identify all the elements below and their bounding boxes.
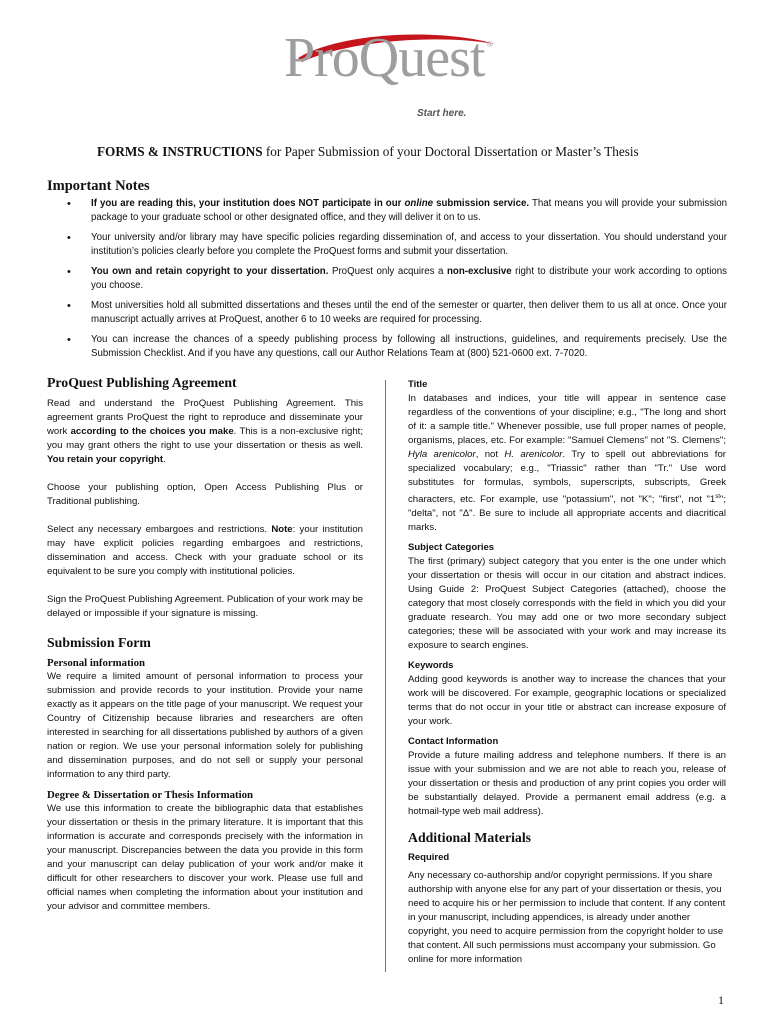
important-notes-list [47, 197, 727, 367]
note-item [47, 265, 727, 293]
publishing-agreement-heading: ProQuest Publishing Agreement [47, 375, 237, 390]
degree-info-heading: Degree & Dissertation or Thesis Information [47, 789, 254, 801]
note-3-text-end: right to distribute your work according to options you choose. [91, 266, 728, 291]
personal-info-heading: Personal information [47, 657, 146, 669]
note-3-text: ProQuest only acquires a [328, 266, 447, 277]
title-text-species: Hyla arenicolor [408, 449, 476, 460]
note-1-italic: online [404, 198, 434, 209]
required-heading: Required [408, 852, 450, 864]
note-3-bold-term: non-exclusive [446, 266, 512, 277]
note-5-text: You can increase the chances of a speedy publishing process by following all instructions, guidelines, and requirements precisely. Use the Submission Checklist. And if you have any questions, call our Author Relations Team at (800) 521-0600 ext. 7-7020. [91, 334, 727, 359]
bullet-icon: • [67, 232, 71, 244]
important-notes-heading: Important Notes [47, 178, 150, 194]
note-4-text: Most universities hold all submitted dissertations and theses until the end of the semester or quarter, then deliver them to us all at once. Once your manuscript actually arrives at ProQuest, another 6 to 10 weeks are required for processing. [91, 300, 727, 325]
note-1-text: That means you will provide your submission package to your graduate school or other designated office, and they will deliver it on to us. [91, 198, 727, 223]
note-item [47, 231, 727, 259]
note-2-text: Your university and/or library may have specific policies regarding dissemination of, and access to your dissertation. You should understand your institution’s policies clearly before you complete the ProQuest forms and submit your dissertation. [91, 232, 727, 257]
page-number: 1 [718, 993, 724, 1007]
personal-info-text: We require a limited amount of personal information to process your submission and provide records to your institution. Provide your name exactly as it appears on the title page of your manuscript. We request your Country of Citizenship because libraries and researchers are often interested in searching for all dissertations published by authors of a given nation or region. We use your personal information solely for publishing and dissemination purposes, and do not sell or supply your personal information to any third party. [47, 671, 363, 780]
pa-p3-b: Note [271, 524, 293, 535]
publishing-agreement-p4: Sign the ProQuest Publishing Agreement. Publication of your work may be delayed or impossible if your signature is missing. [47, 594, 363, 619]
publishing-agreement-p3 [47, 523, 363, 579]
pa-p1-e: . [163, 454, 166, 465]
title-text-sup: st [715, 494, 720, 500]
note-item [47, 197, 727, 225]
pa-p1-c: . This is a non-exclusive right; you may grant others the right to use your dissertation or thesis as well. [47, 426, 363, 451]
title-heading: Title [408, 379, 428, 390]
bullet-icon: • [67, 334, 71, 346]
contact-info-heading: Contact Information [408, 736, 499, 748]
subject-categories-text: The first (primary) subject category that you enter is the one under which your dissertation or thesis will occur in our citation and abstract indices. Using Guide 2: ProQuest Subject Categories (attached), choose the category that most closely corresponds with the field in which you did your graduate research. You may add one or two more secondary subject categories; these will be associated with your work and may increase its exposure to search engines. [408, 556, 726, 652]
required-text: Any necessary co-authorship and/or copyright permissions. If you share authorship with anyone else for any part of your dissertation or thesis, you need to acquire his or her permission to include that content. If any content in your manuscript, including appendices, is already under another copyright, you need to acquire permission from the copyright holder to use that content. All such permissions must accompany your submission. Go online for more information [408, 870, 726, 966]
title-text [408, 392, 726, 535]
publishing-agreement-p1 [47, 397, 363, 467]
note-item [47, 333, 727, 361]
pa-p1-d: You retain your copyright [47, 454, 164, 465]
right-column [408, 375, 726, 967]
publishing-agreement-p2: Choose your publishing option, Open Access Publishing Plus or Traditional publishing. [47, 482, 363, 507]
left-column [47, 375, 363, 914]
degree-info-text: We use this information to create the bibliographic data that establishes your dissertation or thesis in the primary literature. It is important that this information is accurate and corresponds precisely with the information in your manuscript. Discrepancies between the data you provide in this form and your manuscript can delay publication of your work and/or make it difficult for other researchers to discover your work. Please use full and official names when completing the information about your institution and your advisor and committee members. [47, 803, 363, 912]
pa-p3-c: : your institution may have explicit policies regarding embargoes and restrictions, dissemination and access. Check with your graduate school or its equivalent to be sure you comply with institutional policies. [47, 524, 363, 577]
proquest-logo [280, 27, 505, 125]
logo-wordmark: ProQuest [284, 27, 485, 89]
note-3-bold: You own and retain copyright to your dissertation. [91, 266, 329, 277]
bullet-icon: • [67, 300, 71, 312]
bullet-icon: • [67, 198, 71, 210]
pa-p3-a: Select any necessary embargoes and restrictions. [47, 524, 272, 535]
pa-p1-a: Read and understand the ProQuest Publishing Agreement. This agreement grants ProQuest the right to reproduce and disseminate your work [47, 398, 363, 437]
title-text-a: In databases and indices, your title will appear in sentence case regardless of the conventions of your discipline; e.g., "The long and short of it: a sample title." Whenever possible, use full proper names of people, organisms, places, etc. For example: "Samuel Clemens" not "S. Clemens"; [408, 393, 726, 446]
additional-materials-heading: Additional Materials [408, 830, 532, 846]
bullet-icon: • [67, 266, 71, 278]
submission-form-heading: Submission Form [47, 635, 151, 650]
title-text-f: "; "delta", not "Δ". Be sure to include all appropriate accents and diacritical marks. [408, 494, 726, 534]
keywords-heading: Keywords [408, 660, 454, 672]
title-text-c: , not [475, 449, 505, 460]
title-text-e: . Try to spell out abbreviations for specialized vocabulary; e.g., "Triassic" rather than "Tr." Use word substitutes for formulas, symbols, superscripts, subscripts, Greek characters, etc. For example, use "potassium", not "K"; "first", not "1 [408, 449, 726, 506]
document-title-bold: FORMS & INSTRUCTIONS [97, 144, 263, 159]
note-1-bold-end: submission service. [433, 198, 530, 209]
logo-tagline: Start here. [417, 108, 467, 119]
note-1-bold: If you are reading this, your institution does NOT participate in our [91, 198, 405, 209]
pa-p1-b: according to the choices you make [70, 426, 234, 437]
keywords-text: Adding good keywords is another way to increase the chances that your work will be discovered. For example, geographic locations or specialized terms that do not occur in your title or abstract can increase exposure of your work. [408, 674, 726, 728]
column-divider [385, 380, 386, 972]
logo-registered-mark: ® [487, 40, 493, 49]
document-title [97, 144, 639, 160]
contact-info-text: Provide a future mailing address and telephone numbers. If there is an issue with your submission and we are not able to reach you, release of your dissertation or thesis and production of any print copies you order will be substantially delayed. Provide a permanent email address (e.g. a hotmail-type web mail address). [408, 750, 726, 818]
title-text-species-abbr: H. arenicolor [504, 449, 563, 460]
document-title-rest: for Paper Submission of your Doctoral Dissertation or Master’s Thesis [262, 144, 639, 159]
subject-categories-heading: Subject Categories [408, 542, 495, 554]
note-item [47, 299, 727, 327]
